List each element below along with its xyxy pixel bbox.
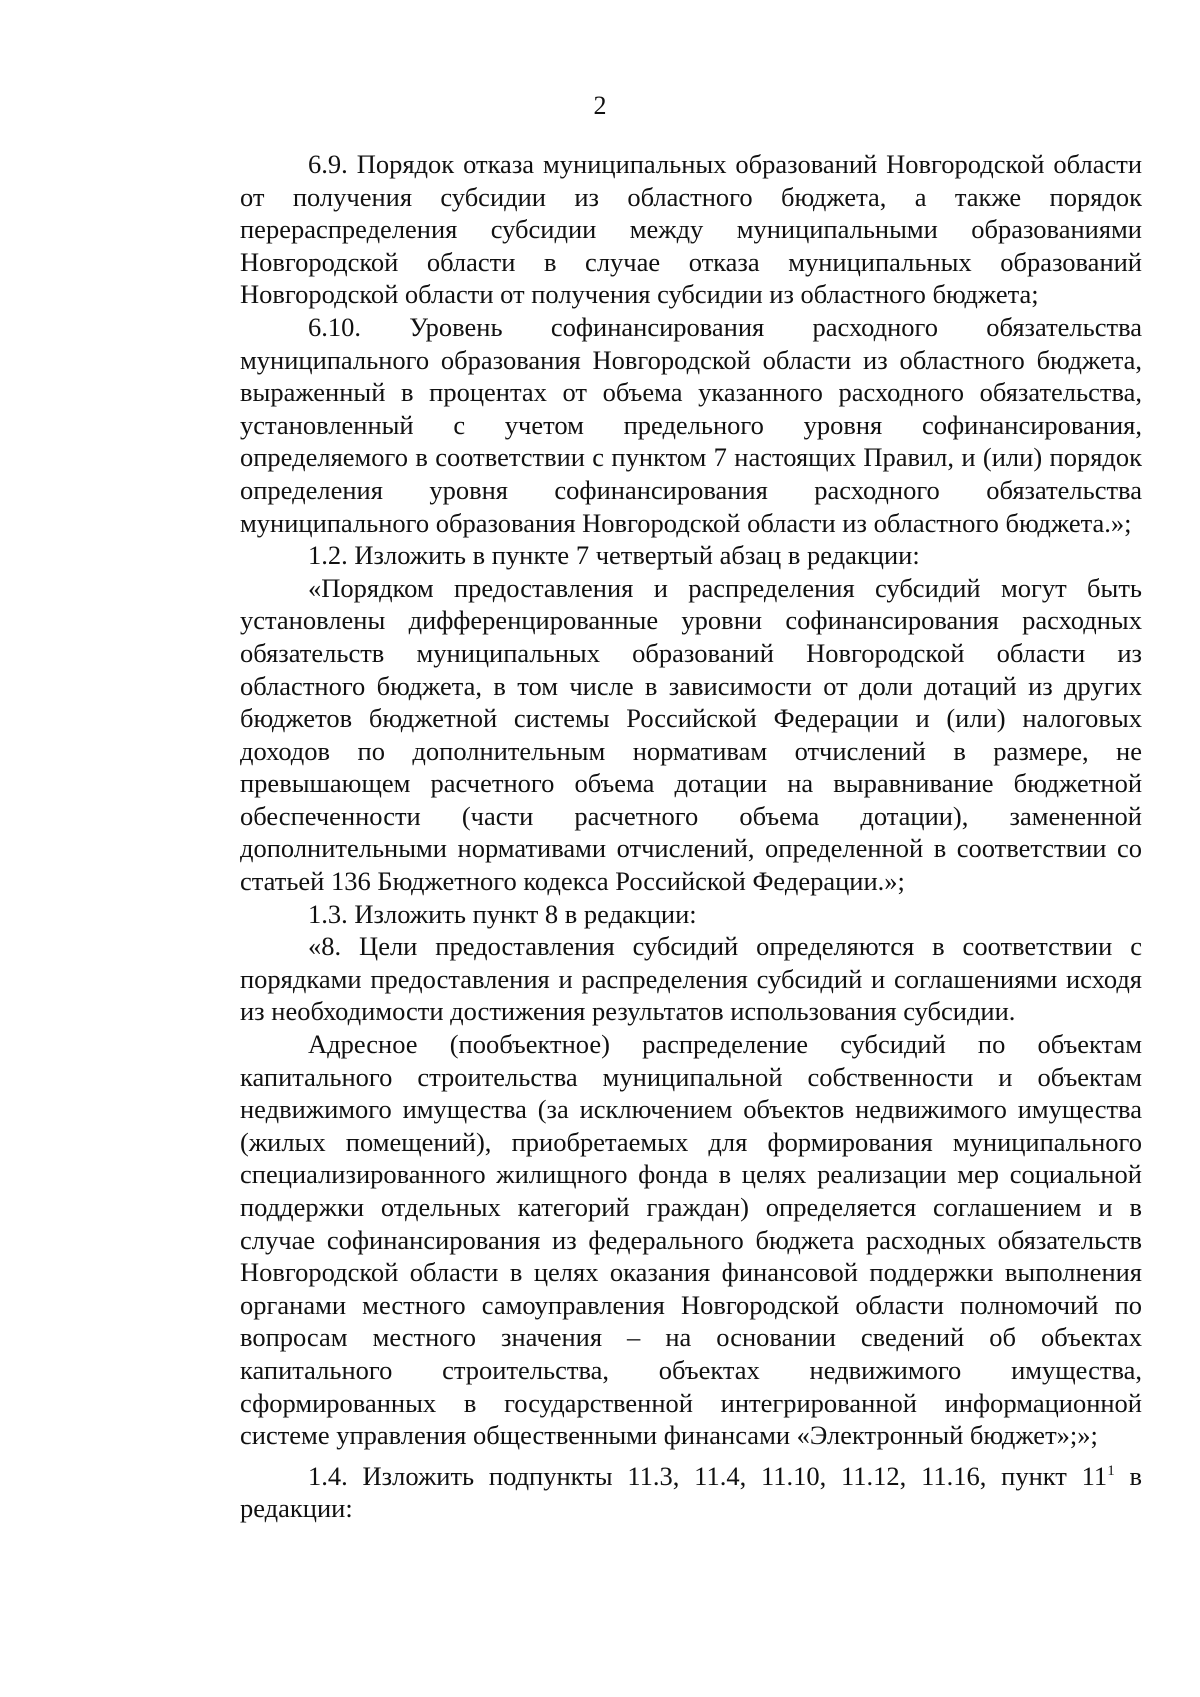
paragraph-address-distribution: Адресное (пообъектное) распределение субсидий по объектам капитального строительства муниципальной собственности и объектам недвижимого имущества (за исключением объектов недвижимого имущества (жилых помещений), приобретаемых для формирования муниципального специализированного жилищного фонда в целях реализации мер социальной поддержки отдельных категорий граждан) определяется соглашением и в случае софинансирования из федерального бюджета расходных обязательств Новгородской области в целях оказания финансовой поддержки выполнения органами местного самоуправления Новгородской области полномочий по вопросам местного значения – на основании сведений об объектах капитального строительства, объектах недвижимого имущества, сформированных в государственной интегрированной информационной системе управления общественными финансами «Электронный бюджет»;»; [240, 1029, 1142, 1451]
paragraph-1-4-continuation: в редакции: [240, 1460, 1142, 1524]
paragraph-1-4-text: 1.4. Изложить подпункты 11.3, 11.4, 11.10, 11.12, 11.16, пункт 11 [308, 1460, 1108, 1491]
paragraph-1-4-superscript: 1 [1107, 1462, 1115, 1479]
page-number: 2 [593, 91, 607, 120]
document-body [240, 148, 1142, 1525]
paragraph-quote-point-7: «Порядком предоставления и распределения субсидий могут быть установлены дифференцированные уровни софинансирования расходных обязательств муниципальных образований Новгородской области из областного бюджета, в том числе в зависимости от доли дотаций из других бюджетов бюджетной системы Российской Федерации и (или) налоговых доходов по дополнительным нормативам отчислений в размере, не превышающем расчетного объема дотации на выравнивание бюджетной обеспеченности (части расчетного объема дотации), замененной дополнительными нормативами отчислений, определенной в соответствии со статьей 136 Бюджетного кодекса Российской Федерации.»; [240, 572, 1142, 897]
paragraph-6-9: 6.9. Порядок отказа муниципальных образований Новгородской области от получения субсидии из областного бюджета, а также порядок перераспределения субсидии между муниципальными образованиями Новгородской области в случае отказа муниципальных образований Новгородской области от получения субсидии из областного бюджета; [240, 149, 1142, 310]
paragraph-1-3: 1.3. Изложить пункт 8 в редакции: [308, 898, 697, 929]
paragraph-6-10: 6.10. Уровень софинансирования расходного обязательства муниципального образования Новгородской области из областного бюджета, выраженный в процентах от объема указанного расходного обязательства, установленный с учетом предельного уровня софинансирования, определяемого в соответствии с пунктом 7 настоящих Правил, и (или) порядок определения уровня софинансирования расходного обязательства муниципального образования Новгородской области из областного бюджета.»; [240, 311, 1142, 538]
paragraph-quote-point-8: «8. Цели предоставления субсидий определяются в соответствии с порядками предоставления и распределения субсидий и соглашениями исходя из необходимости достижения результатов использования субсидии. [240, 931, 1142, 1027]
paragraph-1-2: 1.2. Изложить в пункте 7 четвертый абзац в редакции: [308, 540, 920, 571]
paragraph-1-4 [240, 1460, 1142, 1525]
